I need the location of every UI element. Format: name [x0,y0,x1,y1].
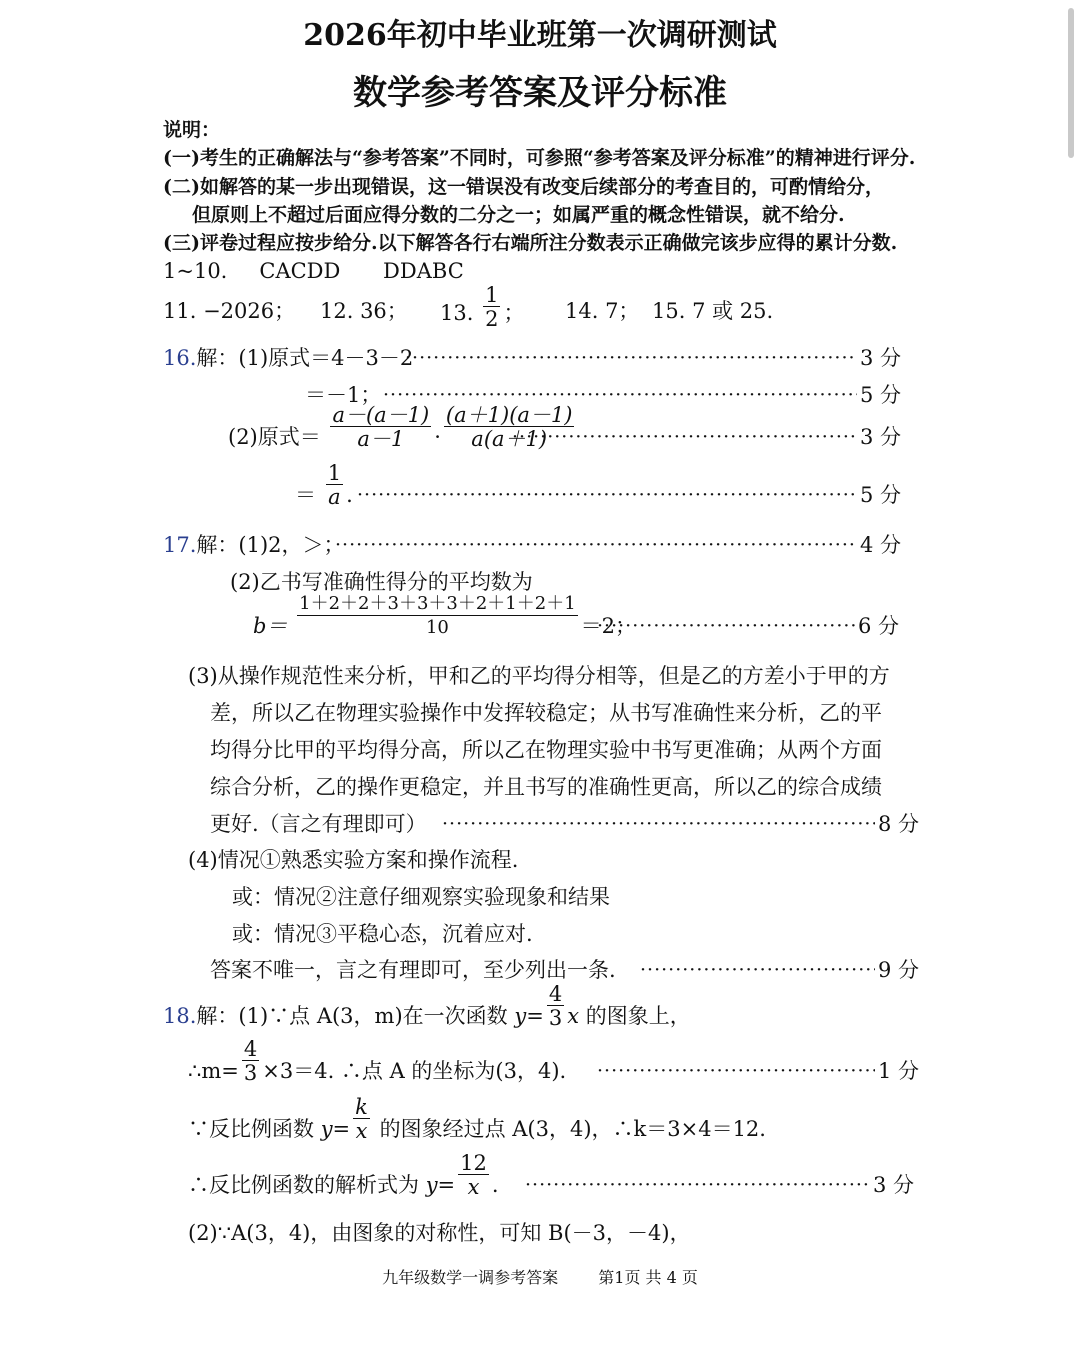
q16-f1-num: a－(a－1) [332,403,430,427]
q17-dots-1 [335,532,857,558]
q17-l3-result: ＝2； [580,614,637,638]
q18-dots-1 [597,1058,875,1084]
q17-line-2: (2)乙书写准确性得分的平均数为 [230,570,533,594]
q18-line-3 [188,1095,766,1143]
q17-f1-den: 10 [425,617,449,638]
answer-12: 12. 36； [320,299,408,323]
q16-line-2: ＝－1； [305,383,382,407]
answer-13-num: 1 [485,283,499,307]
q16-score-3: 3 分 [860,425,902,449]
q16-fraction-1 [330,404,431,451]
answer-13-tail: ； [503,301,525,325]
q16-f3-den: a [328,485,341,509]
q18-fraction-1 [547,983,564,1030]
answer-11: 11. −2026； [163,299,296,323]
answer-15: 15. 7 或 25. [652,299,774,323]
q18-f4-den: x [467,1175,480,1199]
q18-line-2 [188,1037,567,1085]
q16-fraction-3 [326,462,343,509]
q17-para-2: 差，所以乙在物理实验操作中发挥较稳定；从书写准确性来分析，乙的平 [210,701,882,725]
q16-l3-label: (2)原式＝ [228,425,321,449]
q16-f2-num: (a＋1)(a－1) [445,403,573,427]
q18-line-5: (2)∵A(3，4)，由图象的对称性，可知 B(－3，－4)， [188,1221,691,1245]
q17-fraction-1 [297,593,578,640]
q17-line-1 [163,532,345,558]
q18-f1-den: 3 [548,1006,563,1030]
q18-fraction-3 [353,1096,370,1143]
q16-dot: · [434,425,441,449]
q17-dots-3 [442,811,875,837]
page-footer [0,1265,1080,1288]
answer-13-label: 13. [440,301,474,325]
q17-score-4: 9 分 [878,958,920,982]
q16-l1-text: 解：(1)原式＝4－3－2 [196,346,414,370]
q16-f1-den: a－1 [357,427,405,451]
q17-l3-b: b＝ [253,614,288,638]
q17-line-3 [253,593,637,640]
q18-f1-num: 4 [548,982,563,1006]
q17-part4-c: 或：情况③平稳心态，沉着应对. [232,922,533,946]
q17-dots-2 [597,613,855,639]
footer-doc-name: 九年级数学一调参考答案 [382,1268,559,1287]
q16-l4-eq: ＝ [295,483,316,507]
q18-f4-num: 12 [460,1151,487,1175]
q18-f3-den: x [355,1119,368,1143]
q18-l4-y: y= [425,1173,456,1197]
answer-13 [440,283,525,331]
page-subtitle: 数学参考答案及评分标准 [353,73,727,113]
q16-f3-num: 1 [327,461,342,485]
q18-dots-2 [525,1172,870,1198]
q16-line-1 [163,345,413,371]
q18-l4-period: . [491,1173,499,1197]
q18-line-4 [188,1151,499,1199]
q17-para-4: 综合分析，乙的操作更稳定，并且书写的准确性更高，所以乙的综合成绩 [210,775,882,799]
note-2a: (二)如解答的某一步出现错误，这一错误没有改变后续部分的考查目的，可酌情给分， [163,176,884,198]
q18-f2-den: 3 [243,1061,258,1085]
q17-part4-b: 或：情况②注意仔细观察实验现象和结果 [232,885,610,909]
q17-f1-num: 1＋2＋2＋3＋3＋3＋2＋1＋2＋1 [299,593,576,614]
q18-number: 18. [163,1004,197,1028]
q18-l4-text: ∴反比例函数的解析式为 [188,1173,419,1197]
answer-13-den: 2 [485,307,499,331]
q16-dots-1 [405,345,857,371]
q17-dots-4 [640,957,875,983]
note-1: (一)考生的正确解法与“参考答案”不同时，可参照“参考答案及评分标准”的精神进行评分. [163,147,916,169]
q17-l1-text: 解：(1)2，＞； [196,533,345,557]
q17-part4-a: (4)情况①熟悉实验方案和操作流程. [188,848,519,872]
q16-score-1: 3 分 [860,346,902,370]
q18-l1-x: x [567,1004,580,1028]
q18-l1-tail: 的图象上， [585,1004,691,1028]
q18-score-2: 3 分 [873,1173,915,1197]
q16-number: 16. [163,346,197,370]
q18-fraction-4 [458,1152,489,1199]
answer-14: 14. 7； [565,299,640,323]
choice-answers: 1~10. CACDD DDABC [163,259,464,283]
q17-para-5: 更好.（言之有理即可） [210,812,427,836]
footer-page-number: 第1页 共 4 页 [598,1268,698,1287]
q17-score-3: 8 分 [878,812,920,836]
q18-score-1: 1 分 [878,1059,920,1083]
q17-score-2: 6 分 [858,614,900,638]
q18-l3-y: y= [320,1117,351,1141]
page-title: 2026年初中毕业班第一次调研测试 [303,18,777,53]
q18-fraction-2 [242,1038,259,1085]
q17-para-1: (3)从操作规范性来分析，甲和乙的平均得分相等，但是乙的方差小于甲的方 [188,664,890,688]
q18-f3-num: k [355,1095,368,1119]
q16-score-4: 5 分 [860,483,902,507]
q16-l4-period: . [346,483,353,507]
q16-line-4 [295,461,353,509]
q17-para-3: 均得分比甲的平均得分高，所以乙在物理实验中书写更准确；从两个方面 [210,738,882,762]
q18-l1-y: y= [514,1004,544,1028]
q18-l2-tail: ×3＝4. ∴点 A 的坐标为(3，4). [262,1059,567,1083]
q18-l2-therefore: ∴m= [188,1059,239,1083]
q16-f2-den: a(a＋1) [471,427,548,451]
q18-l1-text: 解：(1)∵点 A(3，m)在一次函数 [196,1004,508,1028]
q16-dots-3 [512,424,857,450]
q18-line-1 [163,982,691,1030]
notes-heading: 说明： [163,119,221,141]
q18-f2-num: 4 [243,1037,258,1061]
q18-l3-text: ∵反比例函数 [188,1117,314,1141]
note-3: (三)评卷过程应按步给分.以下解答各行右端所注分数表示正确做完该步应得的累计分数. [163,232,898,254]
q16-dots-4 [357,482,857,508]
q17-number: 17. [163,533,197,557]
q17-part4-d: 答案不唯一，言之有理即可，至少列出一条. [210,958,616,982]
q16-score-2: 5 分 [860,383,902,407]
q17-score-1: 4 分 [860,533,902,557]
answer-13-fraction [483,284,500,331]
note-2b: 但原则上不超过后面应得分数的二分之一；如属严重的概念性错误，就不给分. [192,204,845,226]
q18-l3-tail: 的图象经过点 A(3，4)，∴k＝3×4＝12. [379,1117,766,1141]
